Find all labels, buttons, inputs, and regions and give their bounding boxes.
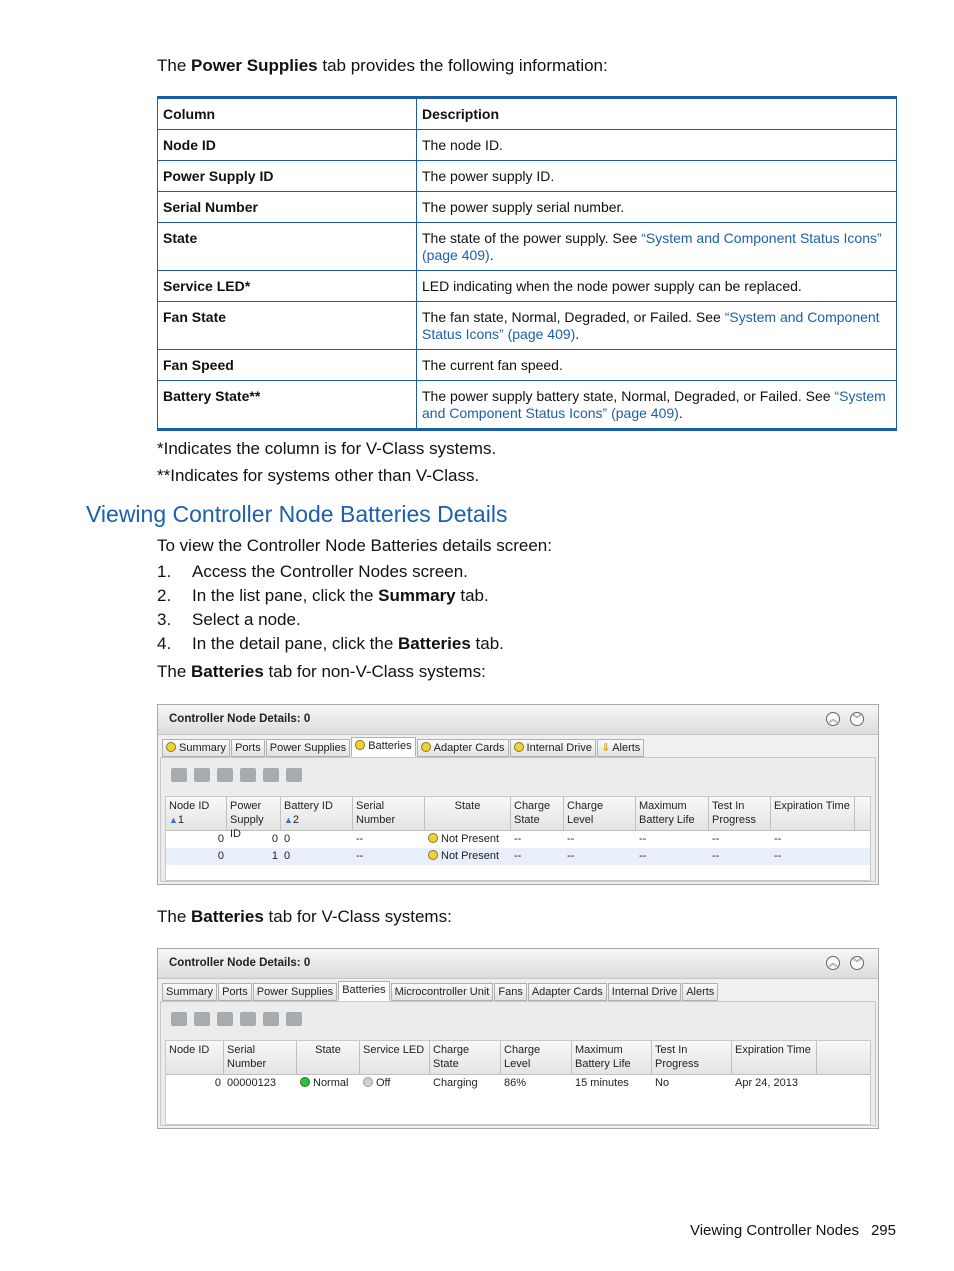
tab-microcontroller-unit[interactable]: Microcontroller Unit [391, 983, 494, 1001]
toolbar-icon[interactable] [240, 768, 256, 782]
row-description: The fan state, Normal, Degraded, or Failed. See “System and Component Status Icons” (page 409). [417, 302, 897, 350]
grid-header [166, 1041, 870, 1075]
table-row [158, 271, 897, 302]
col-charge-state[interactable]: Charge State [511, 797, 564, 830]
warning-icon [421, 742, 431, 752]
tab-batteries[interactable]: Batteries [338, 981, 389, 1001]
lead-text: To view the Controller Node Batteries details screen: [157, 536, 552, 555]
details-titlebar [158, 949, 878, 979]
tab-internal-drive[interactable]: Internal Drive [510, 739, 596, 757]
warning-icon [428, 850, 438, 860]
power-supplies-table [157, 96, 897, 431]
tab-internal-drive[interactable]: Internal Drive [608, 983, 681, 1001]
row-column-name: Service LED* [158, 271, 417, 302]
row-description: The state of the power supply. See “System and Component Status Icons” (page 409). [417, 223, 897, 271]
warning-icon [514, 742, 524, 752]
col-battery-id[interactable]: Battery ID ▲2 [281, 797, 353, 830]
collapse-up-icon[interactable]: ︽ [826, 712, 840, 726]
row-column-name: Node ID [158, 130, 417, 161]
section-heading: Viewing Controller Node Batteries Details [86, 501, 508, 527]
toolbar [171, 768, 309, 782]
tab-ports[interactable]: Ports [231, 739, 265, 757]
warning-icon [166, 742, 176, 752]
tab-batteries[interactable]: Batteries [351, 737, 415, 757]
tab-summary[interactable]: Summary [162, 983, 217, 1001]
col-charge-state[interactable]: Charge State [430, 1041, 501, 1074]
toolbar-icon[interactable] [194, 1012, 210, 1026]
col-power-supply-id[interactable]: Power Supply ID [227, 797, 281, 830]
col-expiration-time[interactable]: Expiration Time [732, 1041, 817, 1074]
row-description: The power supply serial number. [417, 192, 897, 223]
list-item: 4. In the detail pane, click the Batteries tab. [157, 634, 504, 653]
table-row[interactable]: 0 1 0 -- Not Present -- -- -- -- -- [166, 848, 870, 865]
batteries-grid [165, 796, 871, 881]
details-title: Controller Node Details: 0 [169, 713, 311, 725]
col-test-in-progress[interactable]: Test In Progress [709, 797, 771, 830]
toolbar-icon[interactable] [286, 768, 302, 782]
row-column-name: Fan Speed [158, 350, 417, 381]
toolbar-icon[interactable] [286, 1012, 302, 1026]
sort-asc-icon: ▲ [284, 815, 293, 825]
toolbar-icon[interactable] [263, 768, 279, 782]
table-row [158, 161, 897, 192]
col-max-battery-life[interactable]: Maximum Battery Life [572, 1041, 652, 1074]
row-column-name: Power Supply ID [158, 161, 417, 192]
tab-ports[interactable]: Ports [218, 983, 252, 1001]
details-panel [160, 757, 876, 882]
row-column-name: Fan State [158, 302, 417, 350]
col-charge-level[interactable]: Charge Level [564, 797, 636, 830]
tab-alerts[interactable]: ⇓ Alerts [597, 739, 644, 757]
row-description: LED indicating when the node power supply can be replaced. [417, 271, 897, 302]
row-column-name: State [158, 223, 417, 271]
col-node-id[interactable]: Node ID ▲1 [166, 797, 227, 830]
details-tabs [162, 983, 719, 1001]
list-item: 3. Select a node. [157, 610, 301, 629]
table-row [158, 381, 897, 430]
toolbar-icon[interactable] [171, 768, 187, 782]
warning-icon [355, 740, 365, 750]
sort-asc-icon: ▲ [169, 815, 178, 825]
toolbar-icon[interactable] [263, 1012, 279, 1026]
batteries-grid [165, 1040, 871, 1125]
table-row[interactable]: 0 00000123 Normal Off Charging 86% 15 minutes No Apr 24, 2013 [214, 1077, 798, 1089]
details-titlebar [158, 705, 878, 735]
table-row [158, 302, 897, 350]
toolbar-icon[interactable] [171, 1012, 187, 1026]
details-title: Controller Node Details: 0 [169, 957, 311, 969]
collapse-down-icon[interactable]: ︾ [850, 712, 864, 726]
row-description: The power supply battery state, Normal, Degraded, or Failed. See “System and Component Status Icons” (page 409). [417, 381, 897, 430]
col-expiration-time[interactable]: Expiration Time [771, 797, 855, 830]
collapse-up-icon[interactable]: ︽ [826, 956, 840, 970]
table-row [158, 192, 897, 223]
footnote-vclass: *Indicates the column is for V-Class systems. [157, 439, 497, 458]
tab-summary[interactable]: Summary [162, 739, 230, 757]
tab-fans[interactable]: Fans [494, 983, 526, 1001]
row-column-name: Battery State** [158, 381, 417, 430]
row-description: The current fan speed. [417, 350, 897, 381]
col-serial-number[interactable]: Serial Number [353, 797, 425, 830]
details-tabs [162, 739, 645, 757]
toolbar-icon[interactable] [217, 768, 233, 782]
tab-power-supplies[interactable]: Power Supplies [253, 983, 337, 1001]
table-row [158, 223, 897, 271]
col-charge-level[interactable]: Charge Level [501, 1041, 572, 1074]
col-service-led[interactable]: Service LED [360, 1041, 430, 1074]
col-serial-number[interactable]: Serial Number [224, 1041, 297, 1074]
footnote-non-vclass: **Indicates for systems other than V-Class. [157, 466, 480, 485]
warning-icon [428, 833, 438, 843]
table-header-row [158, 98, 897, 130]
row-description: The node ID. [417, 130, 897, 161]
led-off-icon [363, 1077, 373, 1087]
collapse-down-icon[interactable]: ︾ [850, 956, 864, 970]
tab-alerts[interactable]: Alerts [682, 983, 718, 1001]
header-column: Column [158, 98, 417, 130]
row-column-name: Serial Number [158, 192, 417, 223]
batteries-screenshot-vclass [157, 948, 879, 1129]
table-row [158, 350, 897, 381]
status-icons-link[interactable]: “System and Component Status Icons” (page 409) [422, 388, 886, 421]
toolbar-icon[interactable] [240, 1012, 256, 1026]
tab-power-supplies[interactable]: Power Supplies [266, 739, 350, 757]
caption-non-vclass: The Batteries tab for non-V-Class systems: [157, 662, 486, 681]
caption-vclass: The Batteries tab for V-Class systems: [157, 907, 452, 926]
page-number: 295 [870, 1222, 896, 1239]
toolbar-icon[interactable] [217, 1012, 233, 1026]
tab-adapter-cards[interactable]: Adapter Cards [417, 739, 509, 757]
list-item: 1. Access the Controller Nodes screen. [157, 562, 468, 581]
status-icons-link[interactable]: “System and Component Status Icons” (page 409) [422, 230, 882, 263]
status-icons-link[interactable]: “System and Component Status Icons” (page 409) [422, 309, 880, 342]
col-test-in-progress[interactable]: Test In Progress [652, 1041, 732, 1074]
col-state[interactable]: State [297, 1041, 360, 1074]
row-description: The power supply ID. [417, 161, 897, 192]
table-row[interactable]: 0 0 0 -- Not Present -- -- -- -- -- [217, 833, 782, 845]
details-panel [160, 1001, 876, 1126]
steps-list [157, 561, 504, 657]
status-normal-icon [300, 1077, 310, 1087]
col-max-battery-life[interactable]: Maximum Battery Life [636, 797, 709, 830]
table-row [158, 130, 897, 161]
toolbar [171, 1012, 309, 1026]
col-node-id[interactable]: Node ID [166, 1041, 224, 1074]
col-state[interactable]: State [425, 797, 511, 830]
list-item: 2. In the list pane, click the Summary tab. [157, 586, 489, 605]
alert-bolt-icon: ⇓ [600, 742, 611, 754]
tab-adapter-cards[interactable]: Adapter Cards [528, 983, 607, 1001]
header-description: Description [417, 98, 897, 130]
batteries-screenshot-non-vclass [157, 704, 879, 885]
intro-text: The Power Supplies tab provides the following information: [157, 56, 608, 75]
toolbar-icon[interactable] [194, 768, 210, 782]
page-footer: Viewing Controller Nodes 295 [689, 1222, 896, 1239]
